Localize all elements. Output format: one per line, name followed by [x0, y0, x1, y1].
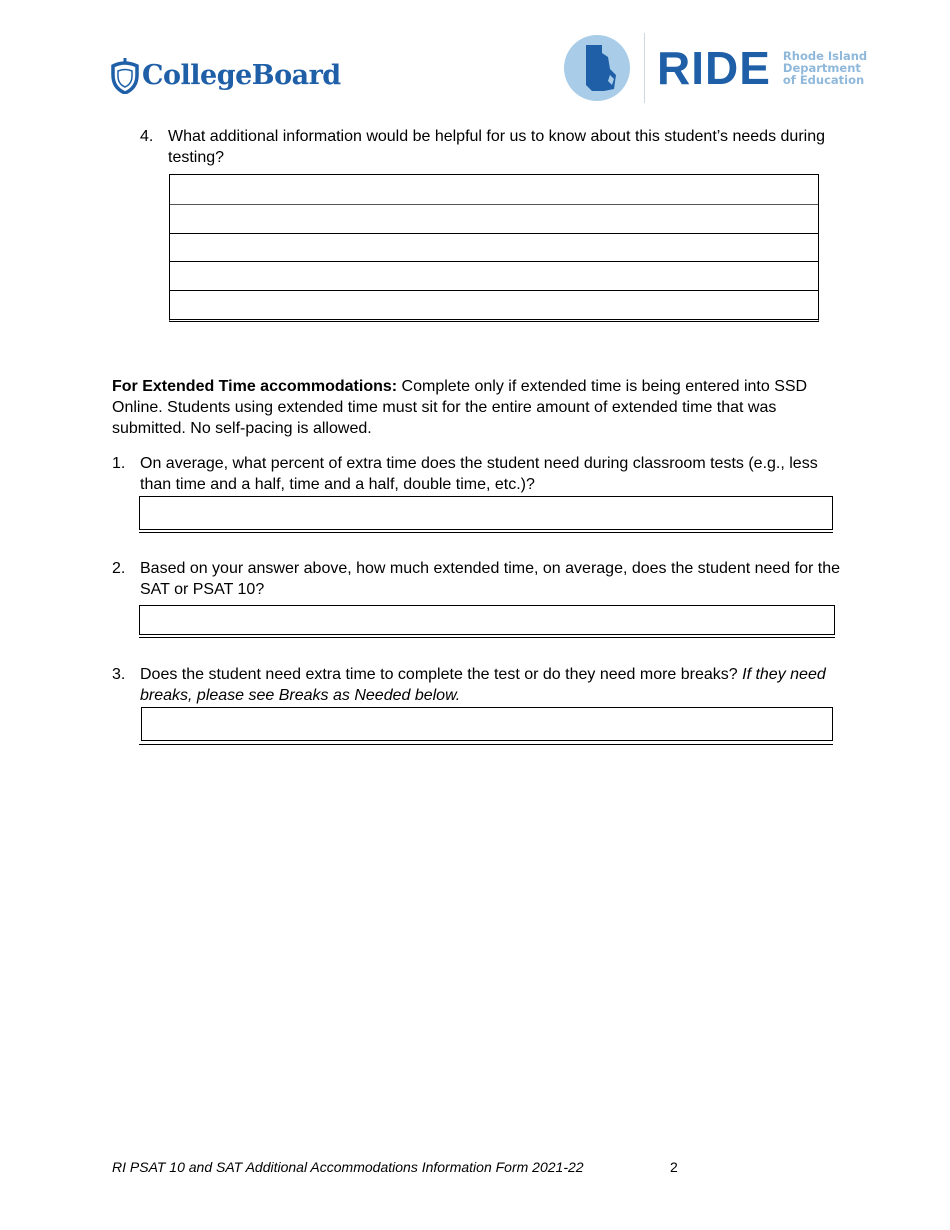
answer-row-5[interactable]: [170, 291, 818, 320]
rhode-island-map-icon: [564, 35, 630, 101]
question-2-text: Based on your answer above, how much extended time, on average, does the student need for the SAT or PSAT 10?: [140, 560, 841, 598]
ride-wordmark: RIDE: [657, 42, 771, 94]
ride-subtitle-line: of Education: [782, 73, 865, 87]
question-4-text: What additional information would be helpful for us to know about this student’s needs during testing?: [168, 128, 825, 166]
ride-logo: [564, 32, 867, 104]
question-1-answer-field[interactable]: [139, 496, 833, 530]
acorn-icon: [110, 56, 140, 94]
question-3-number: 3.: [112, 666, 126, 683]
footer-title: RI PSAT 10 and SAT Additional Accommodations Information Form 2021-22: [112, 1159, 584, 1175]
page-number: 2: [670, 1159, 678, 1175]
logo-separator: [644, 33, 645, 103]
college-board-logo: [110, 55, 341, 95]
extended-time-heading: For Extended Time accommodations:: [112, 378, 398, 395]
question-3-text: [140, 664, 840, 706]
answer-row-2[interactable]: [170, 205, 818, 234]
question-1-underline: [139, 532, 833, 533]
extended-time-description: Complete only if extended time is being entered into SSD Online. Students using extended time must sit for the entire amount of extended time that was submitted. No self-pacing is allowed.: [112, 378, 808, 437]
question-1-text: On average, what percent of extra time does the student need during classroom tests (e.g., less than time and a half, time and a half, double time, etc.)?: [140, 455, 818, 493]
question-1-number: 1.: [112, 455, 126, 472]
ride-subtitle-line: Rhode Island: [782, 49, 868, 63]
extended-time-intro: [112, 376, 840, 439]
answer-row-1[interactable]: [170, 175, 818, 205]
answer-row-3[interactable]: [170, 234, 818, 263]
question-2-number: 2.: [112, 560, 126, 577]
question-3-answer-field[interactable]: [141, 707, 833, 741]
college-board-wordmark: CollegeBoard: [142, 59, 341, 91]
question-2-answer-field[interactable]: [139, 605, 835, 635]
question-3-italic-note: If they need breaks, please see Breaks as Needed below.: [140, 666, 826, 704]
answer-row-4[interactable]: [170, 262, 818, 291]
question-4-number: 4.: [140, 128, 154, 145]
question-2-underline: [139, 637, 835, 638]
ride-subtitle-line: Department: [782, 61, 861, 75]
question-4-answer-table: [169, 174, 819, 322]
question-3-main-text: Does the student need extra time to complete the test or do they need more breaks?: [140, 666, 743, 683]
ride-subtitle: [783, 50, 867, 86]
question-3-underline: [139, 744, 833, 745]
